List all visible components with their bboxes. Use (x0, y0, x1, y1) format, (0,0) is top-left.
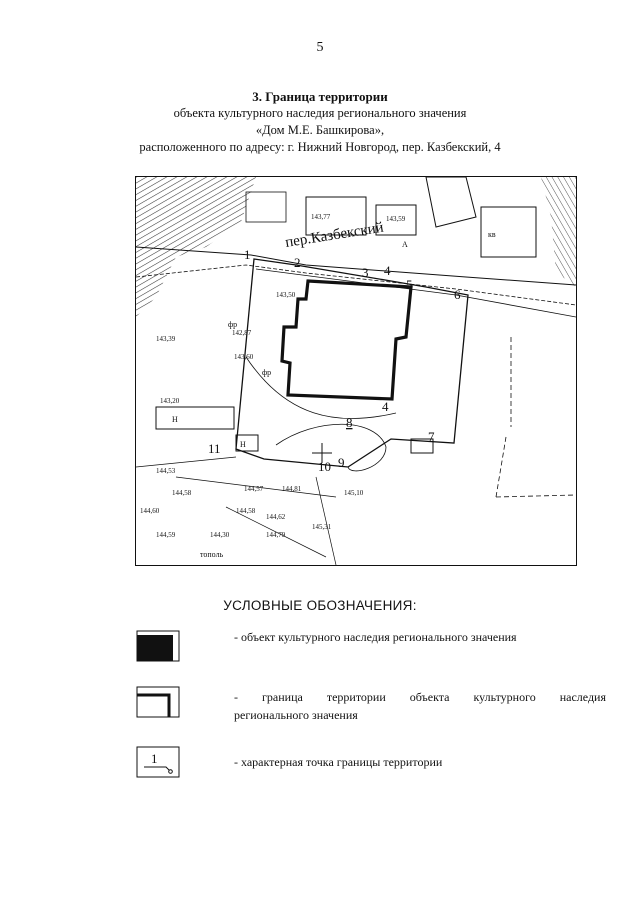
abbrev-fr-1: фр (228, 320, 238, 329)
survey-mark: 144,81 (282, 485, 302, 493)
heading-line-1: 3. Граница территории (252, 89, 388, 104)
boundary-point-2: 2 (294, 255, 301, 270)
survey-mark: 144,58 (236, 507, 256, 515)
building-point-4: 4 (382, 399, 389, 414)
abbrev-a: А (402, 240, 408, 249)
survey-mark: 143,77 (311, 213, 331, 221)
page-number: 5 (316, 40, 324, 55)
survey-mark: 144,60 (140, 507, 160, 515)
survey-mark: 142,87 (232, 329, 252, 337)
garden-path (246, 357, 396, 419)
survey-mark: 144,59 (156, 531, 176, 539)
legend-text-boundary-point: - характерная точка границы территории (234, 755, 443, 769)
boundary-point-8: 8 (346, 415, 353, 430)
street-edge-north (136, 247, 576, 285)
survey-mark: 145,31 (312, 523, 332, 531)
heritage-object-swatch-icon (136, 630, 180, 662)
boundary-point-6: 6 (454, 287, 461, 302)
garden-path-2 (276, 424, 386, 471)
survey-mark: 145,10 (344, 489, 364, 497)
survey-mark: 143,39 (156, 335, 176, 343)
building-north-3 (426, 177, 476, 227)
boundary-point-5: 5 (406, 277, 413, 292)
boundary-point-10: 10 (318, 459, 331, 474)
heading-line-2: объекта культурного наследия регионального значения (173, 106, 467, 120)
legend-text-territory-boundary-line2: регионального значения (234, 708, 358, 722)
legend-text-territory-boundary-line1: - граница территории объекта культурного наследия (234, 690, 606, 704)
legend-title: УСЛОВНЫЕ ОБОЗНАЧЕНИЯ: (223, 598, 417, 613)
boundary-point-swatch-icon (136, 746, 180, 778)
document-heading (0, 88, 640, 156)
heading-line-3: «Дом М.Е. Башкирова», (255, 123, 385, 137)
boundary-point-sample-label: 1 (151, 751, 158, 766)
slope-hatch-area-right (541, 177, 576, 287)
abbrev-poplar: тополь (200, 550, 224, 559)
survey-mark: 144,62 (266, 513, 286, 521)
abbrev-h-1: Н (172, 415, 178, 424)
building-north-5 (246, 192, 286, 222)
boundary-point-9: 9 (338, 455, 345, 470)
boundary-point-7: 7 (428, 429, 435, 444)
survey-mark: 143,50 (276, 291, 296, 299)
dashed-line-east-2 (496, 495, 576, 497)
abbrev-h-2: Н (240, 440, 246, 449)
dashed-boundary-east (496, 337, 511, 497)
site-map (135, 176, 577, 566)
heritage-building-outline (282, 281, 411, 399)
street-edge-south-2 (256, 269, 576, 317)
survey-mark: 144,57 (244, 485, 264, 493)
boundary-point-11: 11 (208, 441, 221, 456)
survey-mark: 143,60 (234, 353, 254, 361)
survey-mark: 143,59 (386, 215, 406, 223)
boundary-point-3: 3 (362, 265, 369, 280)
shed-southwest (156, 407, 234, 429)
heading-line-4: расположенного по адресу: г. Нижний Новгород, пер. Казбекский, 4 (139, 140, 501, 154)
boundary-point-4: 4 (384, 263, 391, 278)
boundary-point-1: 1 (244, 247, 251, 262)
survey-mark: 144,30 (210, 531, 230, 539)
survey-mark: 144,58 (172, 489, 192, 497)
survey-mark: 143,20 (160, 397, 180, 405)
street-label: пер.Казбекский (284, 219, 385, 251)
slope-hatch-area (136, 177, 256, 317)
abbrev-kv: кв (488, 230, 496, 239)
legend-text-heritage-object: - объект культурного наследия регионального значения (234, 630, 517, 644)
survey-mark: 144,79 (266, 531, 286, 539)
abbrev-fr-2: фр (262, 368, 272, 377)
survey-mark: 144,53 (156, 467, 176, 475)
territory-boundary-swatch-icon (136, 686, 180, 718)
